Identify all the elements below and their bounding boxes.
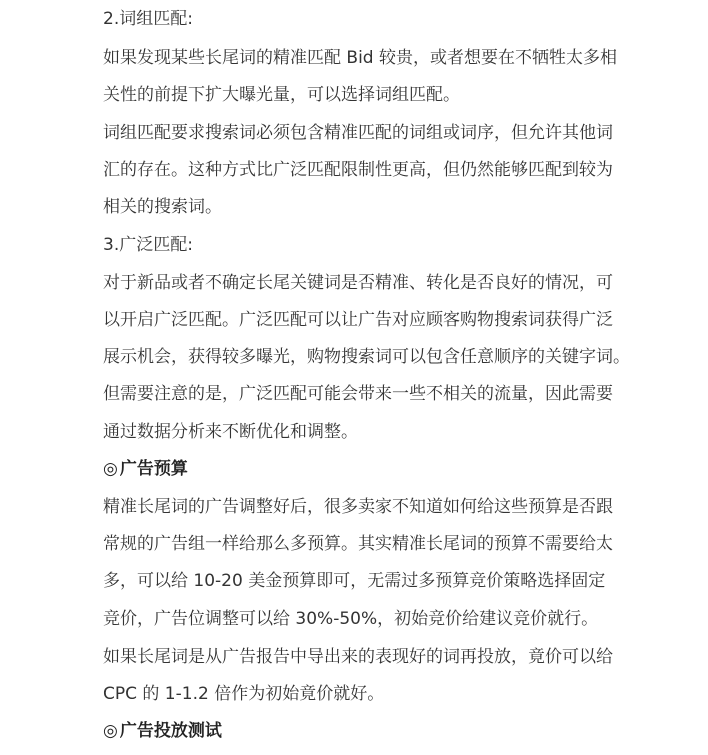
paragraph-line: 通过数据分析来不断优化和调整。 xyxy=(103,422,358,442)
paragraph-line: 词组匹配要求搜索词必须包含精准匹配的词组或词序，但允许其他词 xyxy=(103,123,613,143)
subheading-broad-match: 3.广泛匹配: xyxy=(103,235,193,255)
paragraph-line: 如果长尾词是从广告报告中导出来的表现好的词再投放，竟价可以给 xyxy=(103,647,613,667)
paragraph-line: 但需要注意的是，广泛匹配可能会带来一些不相关的流量，因此需要 xyxy=(103,384,613,404)
section-title: 广告预算 xyxy=(119,459,188,479)
paragraph-line: 对于新品或者不确定长尾关键词是否精准、转化是否良好的情况，可 xyxy=(103,273,613,293)
paragraph-line: 相关的搜索词。 xyxy=(103,197,222,217)
paragraph-line: 汇的存在。这种方式比广泛匹配限制性更高，但仍然能够匹配到较为 xyxy=(103,160,613,180)
paragraph-line: 展示机会，获得较多曝光，购物搜索词可以包含任意顺序的关键字词。 xyxy=(103,347,630,367)
section-title: 广告投放测试 xyxy=(119,721,222,741)
paragraph-line: 如果发现某些长尾词的精准匹配 Bid 较贵，或者想要在不牺牲太多相 xyxy=(103,48,617,68)
paragraph-line: 以开启广泛匹配。广泛匹配可以让广告对应顾客购物搜索词获得广泛 xyxy=(103,310,613,330)
subheading-phrase-match: 2.词组匹配: xyxy=(103,9,193,29)
paragraph-line: 常规的广告组一样给那么多预算。其实精准长尾词的预算不需要给太 xyxy=(103,534,613,554)
section-heading-testing xyxy=(103,719,703,743)
paragraph-line: 竞价，广告位调整可以给 30%-50%，初始竞价给建议竞价就行。 xyxy=(103,609,599,629)
paragraph-line: 精准长尾词的广告调整好后，很多卖家不知道如何给这些预算是否跟 xyxy=(103,497,613,517)
bullet-icon: ◎ xyxy=(103,721,118,741)
paragraph-line: 多，可以给 10-20 美金预算即可，无需过多预算竞价策略选择固定 xyxy=(103,571,606,591)
bullet-icon: ◎ xyxy=(103,459,118,479)
paragraph-line: 关性的前提下扩大曝光量，可以选择词组匹配。 xyxy=(103,85,460,105)
section-heading-budget xyxy=(103,457,703,481)
paragraph-line: CPC 的 1-1.2 倍作为初始竟价就好。 xyxy=(103,684,385,704)
